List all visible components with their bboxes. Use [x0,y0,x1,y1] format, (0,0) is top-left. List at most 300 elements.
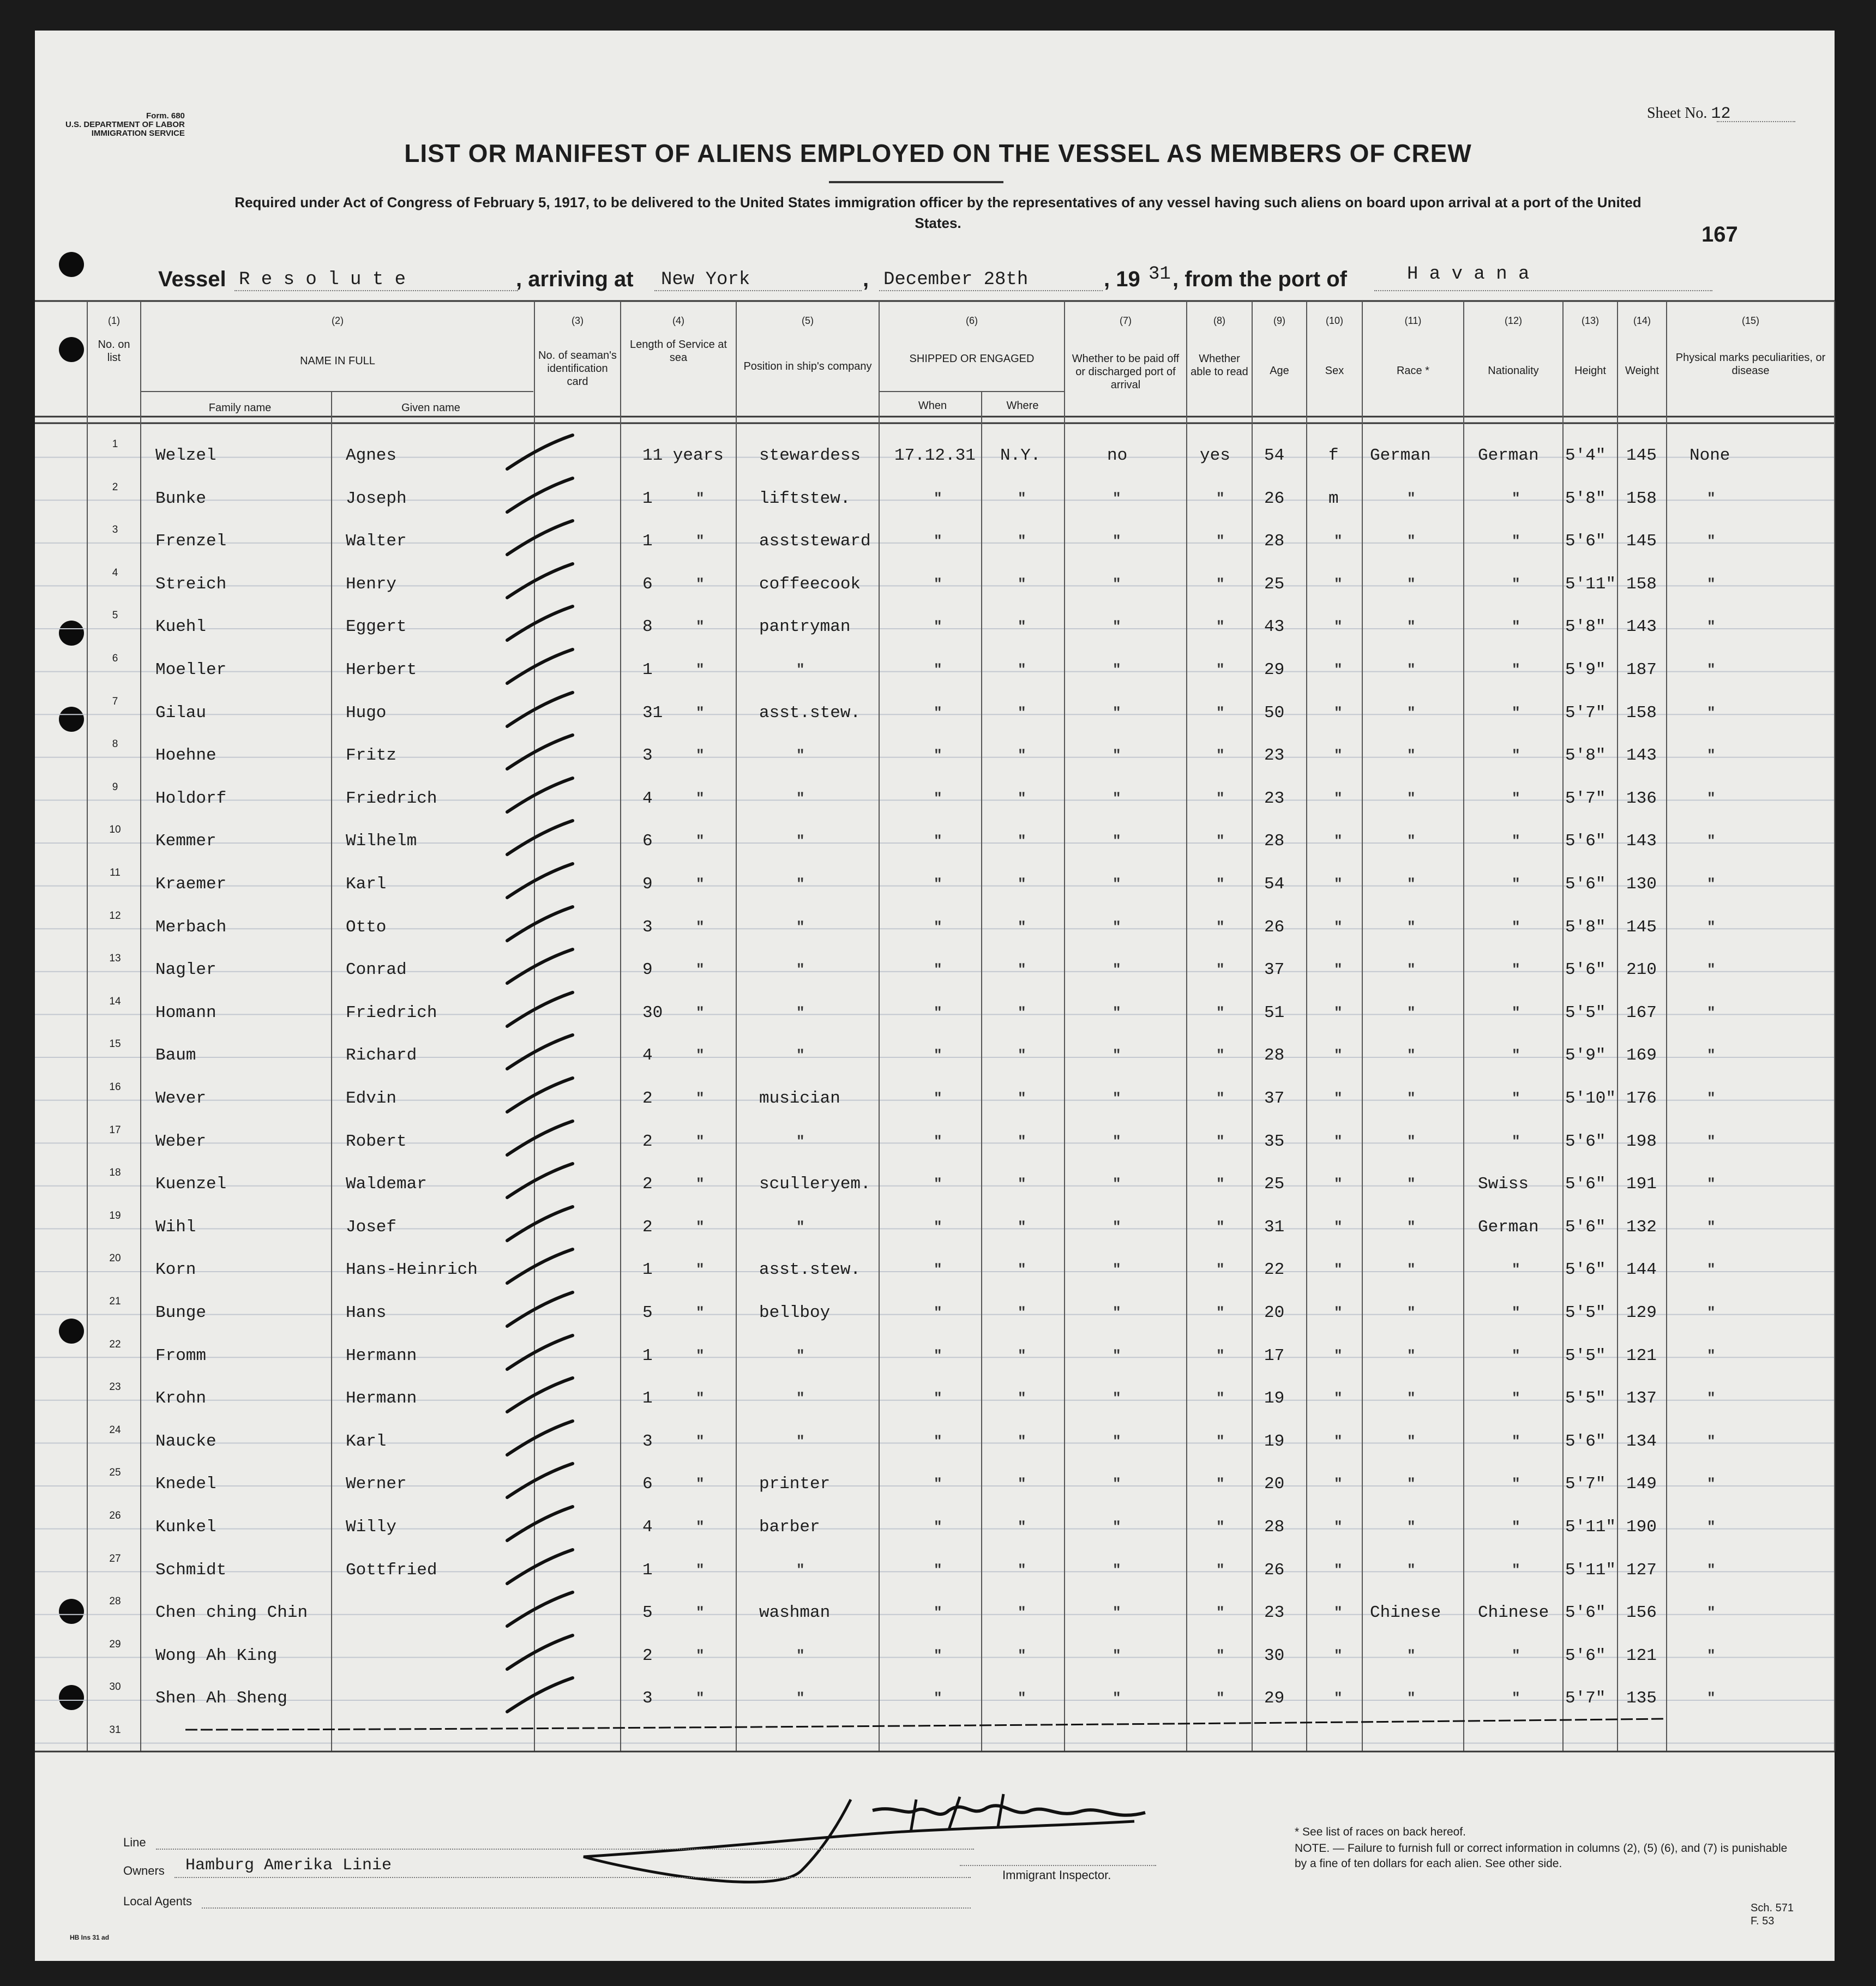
cell-position: asst.stew. [759,1260,861,1280]
cell-age: 28 [1264,1518,1285,1537]
check-mark-icon [502,902,584,946]
ditto-mark: " [1407,1347,1416,1364]
cell-service: 6 [642,1475,653,1494]
ditto-mark: " [796,833,805,850]
ditto-mark: " [696,790,705,807]
ditto-mark: " [796,790,805,807]
ditto-mark: " [934,575,942,592]
cell-family: Frenzel [155,532,227,551]
ditto-mark: " [934,1133,942,1150]
ditto-mark: " [1334,1390,1343,1407]
ditto-mark: " [1707,876,1716,892]
ditto-mark: " [696,490,705,507]
ditto-mark: " [1512,961,1520,978]
cell-height: 5'6" [1565,1646,1606,1665]
when-header: When [918,400,947,412]
cell-position: pantryman [759,617,851,637]
column-number: (11) [1404,315,1422,326]
cell-height: 5'11" [1565,1518,1616,1537]
ditto-mark: " [1707,618,1716,635]
cell-height: 5'6" [1565,875,1606,894]
cell-age: 25 [1264,1175,1285,1194]
owners-field [175,1877,971,1878]
ditto-mark: " [1407,1004,1416,1021]
check-mark-icon [502,816,584,860]
column-header: No. of seaman's identification card [538,350,617,388]
cell-service: 4 [642,789,653,808]
ditto-mark: " [1334,661,1343,678]
ditto-mark: " [1334,704,1343,721]
cell-family: Shen Ah Sheng [155,1689,287,1708]
ditto-mark: " [1512,747,1520,764]
cell-service: 8 [642,617,653,637]
cell-age: 28 [1264,1046,1285,1066]
ditto-mark: " [1216,833,1225,850]
cell-age: 37 [1264,960,1285,980]
cell-position: stewardess [759,446,861,465]
cell-position: bellboy [759,1303,831,1322]
cell-family: Gilau [155,703,207,723]
row-number: 2 [112,481,118,493]
cell-given: Gottfried [346,1560,437,1580]
ditto-mark: " [1512,1390,1520,1407]
stamp-number: 167 [1701,222,1738,246]
ditto-mark: " [1512,533,1520,550]
ditto-mark: " [1334,1004,1343,1021]
ditto-mark: " [1113,833,1121,850]
check-mark-icon [502,1374,584,1417]
line-field [156,1849,974,1850]
cell-height: 5'9" [1565,660,1606,679]
row-number: 3 [112,524,118,536]
ditto-mark: " [1407,1519,1416,1535]
row-number: 12 [109,910,121,922]
cell-where: N.Y. [1000,446,1041,465]
cell-position: coffeecook [759,574,861,594]
ditto-mark: " [1707,1133,1716,1150]
cell-position: asststeward [759,532,871,551]
ditto-mark: " [1018,533,1026,550]
row-number: 24 [109,1424,121,1436]
cell-age: 26 [1264,489,1285,508]
ditto-mark: " [1512,1133,1520,1150]
ditto-mark: " [1707,1047,1716,1064]
ditto-mark: " [1512,1304,1520,1321]
ditto-mark: " [1407,661,1416,678]
cell-age: 29 [1264,1689,1285,1708]
ditto-mark: " [1113,1604,1121,1621]
cell-family: Baum [155,1046,196,1066]
cell-family: Holdorf [155,789,227,808]
ditto-mark: " [1113,1047,1121,1064]
ditto-mark: " [934,661,942,678]
ditto-mark: " [1407,1476,1416,1492]
ditto-mark: " [696,1090,705,1106]
ditto-mark: " [1216,1347,1225,1364]
ditto-mark: " [696,1604,705,1621]
cell-service: 4 [642,1046,653,1066]
ditto-mark: " [1113,1347,1121,1364]
cell-family: Welzel [155,446,217,465]
from-port-label: , from the port of [1172,267,1347,291]
ditto-mark: " [1334,575,1343,592]
ditto-mark: " [1018,1690,1026,1707]
cell-weight: 144 [1626,1260,1657,1280]
cell-weight: 187 [1626,660,1657,679]
cell-height: 5'5" [1565,1303,1606,1322]
ditto-mark: " [1512,1519,1520,1535]
row-number: 25 [109,1467,121,1479]
ditto-mark: " [1216,1604,1225,1621]
ditto-mark: " [1512,490,1520,507]
column-header: Weight [1625,365,1659,377]
cell-service: 3 [642,746,653,766]
cell-weight: 143 [1626,746,1657,766]
inspector-label: Immigrant Inspector. [1002,1868,1111,1882]
ditto-mark: " [1707,790,1716,807]
ditto-mark: " [696,1347,705,1364]
check-mark-icon [502,1288,584,1332]
ditto-mark: " [1113,1261,1121,1278]
row-number: 1 [112,438,118,450]
cell-height: 5'6" [1565,832,1606,851]
date-separator: , [863,267,869,291]
cell-weight: 158 [1626,574,1657,594]
row-number: 14 [109,995,121,1007]
ditto-mark: " [1334,1261,1343,1278]
cell-weight: 191 [1626,1175,1657,1194]
ditto-mark: " [1707,1476,1716,1492]
ditto-mark: " [696,1261,705,1278]
cell-height: 5'6" [1565,1431,1606,1451]
ditto-mark: " [1707,661,1716,678]
column-header: Whether able to read [1190,353,1248,378]
cell-service: 30 [642,1003,663,1022]
cell-given: Josef [346,1217,397,1237]
department-name: U.S. DEPARTMENT OF LABOR [65,120,185,129]
cell-family: Naucke [155,1431,217,1451]
ditto-mark: " [934,1047,942,1064]
ditto-mark: " [796,876,805,892]
ditto-mark: " [1216,575,1225,592]
cell-family: Fromm [155,1346,207,1365]
cell-service: 1 [642,489,653,508]
row-number: 21 [109,1296,121,1307]
ditto-mark: " [696,1433,705,1449]
cell-service: 6 [642,832,653,851]
ditto-mark: " [1018,1347,1026,1364]
cell-service: 3 [642,1689,653,1708]
row-number: 27 [109,1552,121,1564]
cell-weight: 145 [1626,917,1657,937]
cell-height: 5'6" [1565,532,1606,551]
cell-race: Chinese [1370,1603,1441,1623]
ditto-mark: " [934,961,942,978]
column-number: (1) [108,315,120,326]
ditto-mark: " [1707,747,1716,764]
cell-age: 26 [1264,1560,1285,1580]
ditto-mark: " [1113,1004,1121,1021]
ditto-mark: " [1018,1218,1026,1235]
cell-given: Werner [346,1475,407,1494]
cell-height: 5'9" [1565,1046,1606,1066]
cell-given: Otto [346,917,387,937]
cell-service: 2 [642,1089,653,1108]
ditto-mark: " [796,1347,805,1364]
page-title: LIST OR MANIFEST OF ALIENS EMPLOYED ON THE VESSEL AS MEMBERS OF CREW [404,139,1472,167]
cell-nationality: Swiss [1478,1175,1529,1194]
row-number: 30 [109,1681,121,1693]
cell-position: printer [759,1475,831,1494]
row-number: 11 [110,867,121,878]
cell-family: Moeller [155,660,227,679]
ditto-mark: " [1113,876,1121,892]
ditto-mark: " [934,704,942,721]
cell-service: 2 [642,1646,653,1665]
ditto-mark: " [1707,1433,1716,1449]
ditto-mark: " [1512,876,1520,892]
column-header: Race * [1396,365,1430,377]
ditto-mark: " [1512,618,1520,635]
ditto-mark: " [1707,1604,1716,1621]
cell-weight: 167 [1626,1003,1657,1022]
ditto-mark: " [1407,1218,1416,1235]
ditto-mark: " [796,661,805,678]
cell-weight: 137 [1626,1389,1657,1409]
ditto-mark: " [1334,1218,1343,1235]
ditto-mark: " [1334,918,1343,935]
ditto-mark: " [1407,1090,1416,1106]
cell-family: Korn [155,1260,196,1280]
cell-service: 2 [642,1132,653,1151]
ditto-mark: " [796,918,805,935]
cell-family: Schmidt [155,1560,227,1580]
cell-given: Robert [346,1132,407,1151]
ditto-mark: " [1512,1090,1520,1106]
cell-age: 51 [1264,1003,1285,1022]
cell-age: 35 [1264,1132,1285,1151]
ditto-mark: " [1018,661,1026,678]
ditto-mark: " [1334,876,1343,892]
form-number: Form. 680 [146,111,185,121]
ditto-mark: " [696,961,705,978]
cell-height: 5'6" [1565,1132,1606,1151]
check-mark-icon [502,1674,584,1717]
ditto-mark: " [1334,790,1343,807]
ditto-mark: " [1018,1604,1026,1621]
ditto-mark: " [796,1004,805,1021]
check-mark-icon [502,859,584,903]
check-mark-icon [502,1545,584,1589]
ditto-mark: " [934,918,942,935]
cell-family: Wihl [155,1217,196,1237]
cell-given: Herbert [346,660,417,679]
row-number: 8 [112,738,118,750]
cell-weight: 143 [1626,617,1657,637]
check-mark-icon [502,516,584,560]
column-number: (12) [1504,315,1522,326]
row-number: 17 [109,1124,121,1136]
cell-height: 5'8" [1565,617,1606,637]
check-mark-icon [502,688,584,732]
check-mark-icon [502,1202,584,1246]
ditto-mark: " [1334,1647,1343,1664]
column-header: SHIPPED OR ENGAGED [909,353,1035,365]
cell-given: Edvin [346,1089,397,1108]
cell-age: 23 [1264,1603,1285,1623]
column-number: (10) [1325,315,1343,326]
ditto-mark: " [696,1004,705,1021]
cell-nationality: German [1478,446,1539,465]
ditto-mark: " [1407,1261,1416,1278]
ditto-mark: " [1216,876,1225,892]
ditto-mark: " [1707,1261,1716,1278]
check-mark-icon [502,1245,584,1289]
ditto-mark: " [696,833,705,850]
ditto-mark: " [1113,704,1121,721]
ditto-mark: " [934,833,942,850]
cell-when: 17.12.31 [894,446,976,465]
cell-family: Wever [155,1089,207,1108]
ditto-mark: " [1512,1347,1520,1364]
ditto-mark: " [1113,961,1121,978]
cell-service: 5 [642,1603,653,1623]
ditto-mark: " [1407,833,1416,850]
ditto-mark: " [1216,704,1225,721]
ditto-mark: " [1334,1304,1343,1321]
check-mark-icon [502,774,584,817]
ditto-mark: " [1113,1519,1121,1535]
vessel-name: R e s o l u t e [239,269,406,290]
cell-service: 9 [642,960,653,980]
ditto-mark: " [1407,1304,1416,1321]
column-header: Sex [1325,365,1344,377]
ditto-mark: " [1216,618,1225,635]
cell-age: 37 [1264,1089,1285,1108]
ditto-mark: " [934,1004,942,1021]
cell-height: 5'5" [1565,1389,1606,1409]
row-number: 7 [112,695,118,707]
ditto-mark: " [1216,1176,1225,1193]
row-number: 26 [109,1510,121,1521]
ditto-mark: " [1018,790,1026,807]
cell-age: 23 [1264,789,1285,808]
ditto-mark: " [1018,1561,1026,1578]
ditto-mark: " [934,1433,942,1449]
cell-given: Henry [346,574,397,594]
cell-weight: 149 [1626,1475,1657,1494]
ditto-mark: " [1707,961,1716,978]
row-number: 22 [109,1338,121,1350]
ditto-mark: " [934,490,942,507]
cell-age: 23 [1264,746,1285,766]
cell-service: 2 [642,1217,653,1237]
service-name: IMMIGRATION SERVICE [91,129,185,138]
owners-label: Owners [123,1864,165,1877]
cell-age: 19 [1264,1431,1285,1451]
column-header: NAME IN FULL [300,355,375,367]
ditto-mark: " [1407,1647,1416,1664]
check-mark-icon [502,1459,584,1503]
cell-family: Nagler [155,960,217,980]
ditto-mark: " [934,1090,942,1106]
cell-service: 1 [642,1346,653,1365]
cell-family: Kuehl [155,617,207,637]
cell-height: 5'6" [1565,960,1606,980]
ditto-mark: " [1334,618,1343,635]
cell-family: Wong Ah King [155,1646,278,1665]
ditto-mark: " [796,1047,805,1064]
ditto-mark: " [1707,1347,1716,1364]
ditto-mark: " [1018,1261,1026,1278]
ditto-mark: " [1018,1390,1026,1407]
ditto-mark: " [1707,1519,1716,1535]
cell-service: 31 [642,703,663,723]
check-mark-icon [502,1631,584,1675]
cell-given: Hans [346,1303,387,1322]
ditto-mark: " [1018,1047,1026,1064]
ditto-mark: " [1216,1218,1225,1235]
ditto-mark: " [1707,533,1716,550]
cell-weight: 176 [1626,1089,1657,1108]
ditto-mark: " [1334,1561,1343,1578]
ditto-mark: " [696,533,705,550]
cell-sex: m [1328,489,1339,508]
ditto-mark: " [1407,1433,1416,1449]
column-number: (5) [802,315,814,326]
cell-given: Walter [346,532,407,551]
ditto-mark: " [934,618,942,635]
ditto-mark: " [1216,1004,1225,1021]
ditto-mark: " [934,1604,942,1621]
check-mark-icon [502,602,584,646]
cell-service: 3 [642,917,653,937]
ditto-mark: " [1018,1519,1026,1535]
cell-marks: None [1689,446,1730,465]
ditto-mark: " [796,1133,805,1150]
cell-given: Karl [346,875,387,894]
cell-family: Bunke [155,489,207,508]
ditto-mark: " [934,533,942,550]
cell-height: 5'5" [1565,1346,1606,1365]
departure-port: H a v a n a [1407,264,1530,285]
check-mark-icon [502,945,584,989]
cell-family: Knedel [155,1475,217,1494]
ditto-mark: " [1018,1090,1026,1106]
owners-name: Hamburg Amerika Linie [185,1856,392,1875]
ditto-mark: " [1018,747,1026,764]
cell-weight: 156 [1626,1603,1657,1623]
cell-sex: f [1328,446,1339,465]
ditto-mark: " [1407,918,1416,935]
cell-given: Hermann [346,1389,417,1409]
cell-weight: 127 [1626,1560,1657,1580]
local-agents-label: Local Agents [123,1894,192,1908]
column-number: (7) [1120,315,1132,326]
cell-family: Streich [155,574,227,594]
ditto-mark: " [1334,1090,1343,1106]
ditto-mark: " [796,1647,805,1664]
ditto-mark: " [1707,1390,1716,1407]
ditto-mark: " [1113,575,1121,592]
ditto-mark: " [1018,1004,1026,1021]
ditto-mark: " [1707,1176,1716,1193]
cell-service: 11 years [642,446,724,465]
ditto-mark: " [1216,1561,1225,1578]
cell-family: Kraemer [155,875,227,894]
ditto-mark: " [1707,575,1716,592]
ditto-mark: " [696,1047,705,1064]
